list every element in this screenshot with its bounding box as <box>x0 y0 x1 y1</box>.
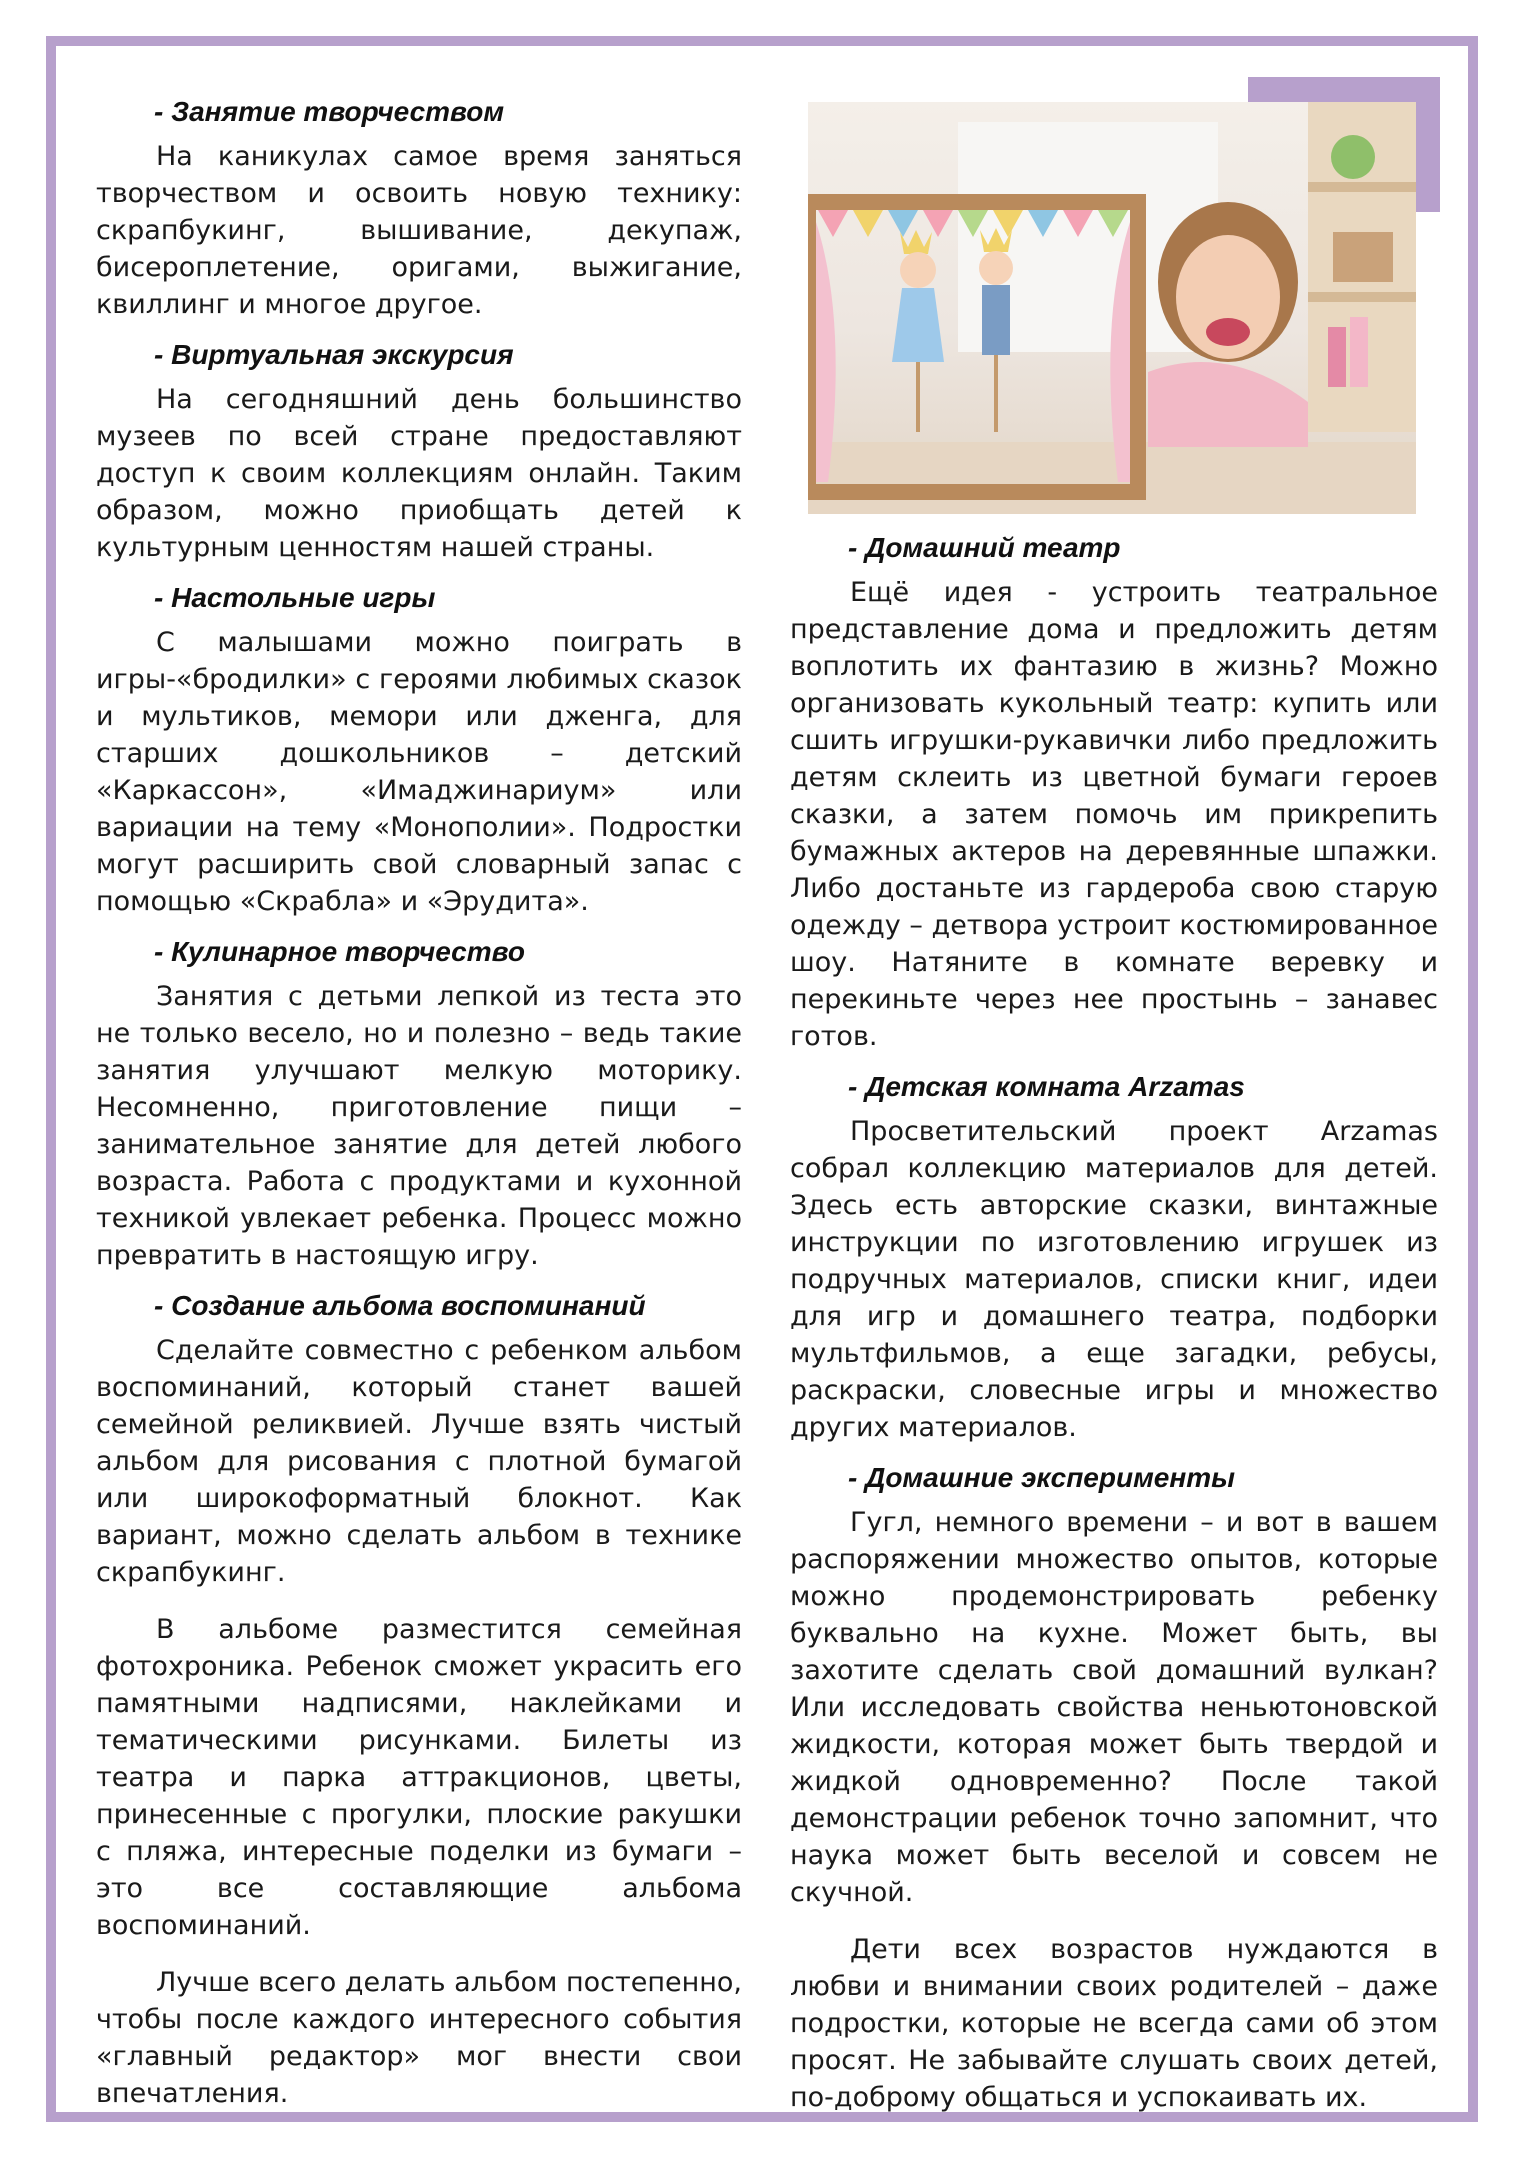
section-paragraph: Занятия с детьми лепкой из теста это не только весело, но и полезно – ведь такие занятия улучшают мелкую моторику. Несомненно, приготовление пищи – занимательное занятие для детей любого возраста. Работа с продуктами и кухонной техникой увлекает ребенка. Процесс можно превратить в настоящую игру. <box>96 981 742 1271</box>
section-home-theatre <box>790 530 1438 1055</box>
section-paragraph: Ещё идея - устроить театральное представление дома и предложить детям воплотить их фантазию в жизнь? Можно организовать кукольный театр: купить или сшить игрушки-рукавички либо предложить детям склеить из цветной бумаги героев сказки, а затем помочь им прикрепить бумажных актеров на деревянные шпажки. Либо достаньте из гардероба свою старую одежду – детвора устроит костюмированное шоу. Натяните в комнате веревку и перекиньте через нее простынь – занавес готов. <box>790 577 1438 1052</box>
section-paragraph: В альбоме разместится семейная фотохроника. Ребенок сможет украсить его памятными надписями, наклейками и тематическими рисунками. Билеты из театра и парка аттракционов, цветы, принесенные с прогулки, плоские ракушки с пляжа, интересные поделки из бумаги – это все составляющие альбома воспоминаний. <box>96 1614 742 1941</box>
section-heading: - Домашние эксперименты <box>848 1462 1236 1493</box>
left-column <box>96 94 742 2126</box>
smiling-girl <box>1148 202 1308 447</box>
section-heading: - Домашний театр <box>848 532 1121 563</box>
section-creativity <box>96 94 742 323</box>
table <box>808 442 1416 514</box>
prince-puppet-icon <box>979 228 1013 432</box>
section-paragraph: На каникулах самое время заняться творчеством и освоить новую технику: скрапбукинг, вышивание, декупаж, бисероплетение, оригами, выжигание, квиллинг и многое другое. <box>96 141 742 320</box>
section-memory-album <box>96 1288 742 2112</box>
section-paragraph: С малышами можно поиграть в игры-«бродилки» с героями любимых сказок и мультиков, мемори или дженга, для старших дошкольников – детский «Каркассон», «Имаджинариум» или вариации на тему «Монополии». Подростки могут расширить свой словарный запас с помощью «Скрабла» и «Эрудита». <box>96 627 742 917</box>
section-paragraph: Сделайте совместно с ребенком альбом воспоминаний, который станет вашей семейной реликвией. Лучше взять чистый альбом для рисования с плотной бумагой или широкоформатный блокнот. Как вариант, можно сделать альбом в технике скрапбукинг. <box>96 1335 742 1588</box>
right-column <box>790 530 1438 2130</box>
section-paragraph: Дети всех возрастов нуждаются в любви и внимании своих родителей – даже подростки, которые не всегда сами об этом просят. Не забывайте слушать своих детей, по-доброму общаться и успокаивать их. <box>790 1934 1438 2113</box>
section-heading: - Настольные игры <box>154 582 436 613</box>
section-heading: - Детская комната Arzamas <box>848 1071 1245 1102</box>
puppet-theatre-photo <box>808 102 1416 514</box>
section-heading: - Виртуальная экскурсия <box>154 339 514 370</box>
section-virtual-tour <box>96 337 742 566</box>
section-arzamas <box>790 1069 1438 1446</box>
section-paragraph: Просветительский проект Arzamas собрал коллекцию материалов для детей. Здесь есть авторские сказки, винтажные инструкции по изготовлению игрушек из подручных материалов, списки книг, идеи для игр и домашнего театра, подборки мультфильмов, а еще загадки, ребусы, раскраски, словесные игры и множество других материалов. <box>790 1116 1438 1443</box>
princess-puppet-icon <box>892 230 944 432</box>
basket-icon <box>1333 232 1393 282</box>
section-paragraph: На сегодняшний день большинство музеев по всей стране предоставляют доступ к своим коллекциям онлайн. Таким образом, можно приобщать детей к культурным ценностям нашей страны. <box>96 384 742 563</box>
section-experiments <box>790 1460 1438 2116</box>
section-heading: - Создание альбома воспоминаний <box>154 1290 646 1321</box>
plant-icon <box>1331 135 1375 179</box>
section-heading: - Кулинарное творчество <box>154 936 525 967</box>
section-paragraph: Лучше всего делать альбом постепенно, чтобы после каждого интересного события «главный редактор» мог внести свои впечатления. <box>96 1967 742 2109</box>
section-paragraph: Гугл, немного времени – и вот в вашем распоряжении множество опытов, которые можно продемонстрировать ребенку буквально на кухне. Может быть, вы захотите сделать свой домашний вулкан? Или исследовать свойства неньютоновской жидкости, которая может быть твердой и жидкой одновременно? После такой демонстрации ребенок точно запомнит, что наука может быть веселой и совсем не скучной. <box>790 1507 1438 1908</box>
section-cooking <box>96 934 742 1274</box>
photo-illustration <box>808 102 1416 514</box>
section-heading: - Занятие творчеством <box>154 96 505 127</box>
section-board-games <box>96 580 742 920</box>
